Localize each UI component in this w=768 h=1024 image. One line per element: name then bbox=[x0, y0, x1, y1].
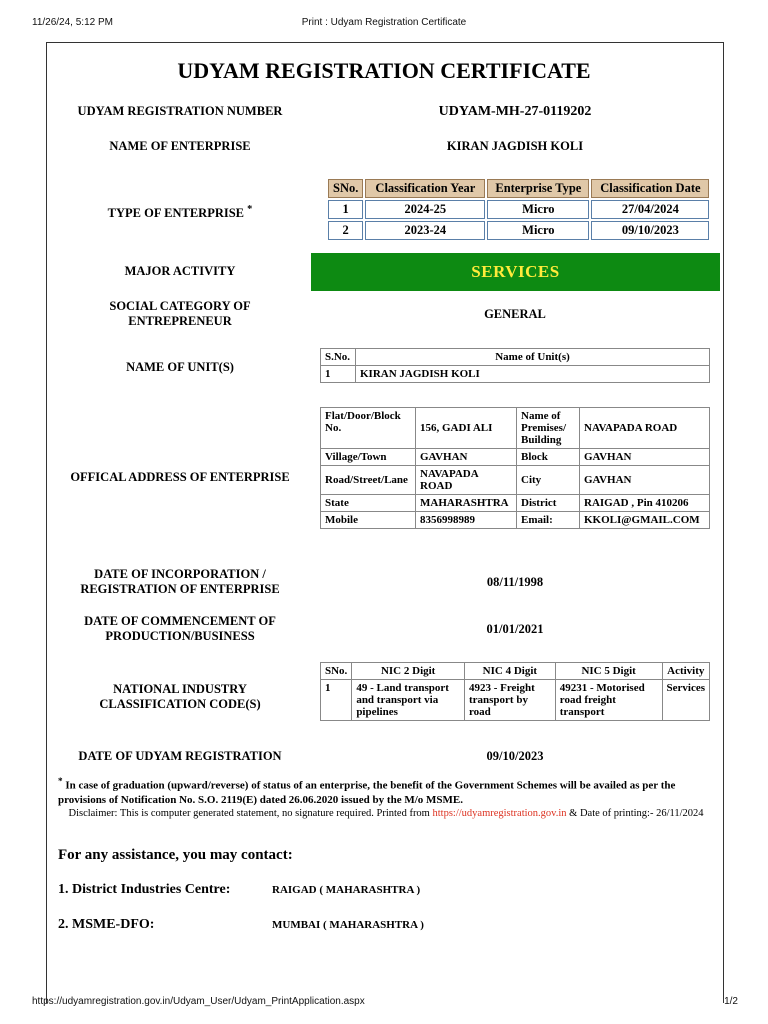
table-row: 1 KIRAN JAGDISH KOLI bbox=[321, 366, 710, 383]
nic-label: NATIONAL INDUSTRY CLASSIFICATION CODE(S) bbox=[99, 682, 261, 711]
dic-label: 1. District Industries Centre: bbox=[58, 882, 231, 897]
enterprise-name-label: NAME OF ENTERPRISE bbox=[109, 139, 251, 153]
col-enterprise-type: Enterprise Type bbox=[487, 179, 589, 198]
table-row: 1 49 - Land transport and transport via pipelines 4923 - Freight transport by road 49231 - Motorised road freight transport Services bbox=[321, 680, 710, 721]
graduation-footnote: * In case of graduation (upward/reverse) of status of an enterprise, the benefit of the Government Schemes will be availed as per the provisions of Notification No. S.O. 2119(E) dated 26.06.2020 issued by the M/o MSME. bbox=[58, 776, 676, 806]
dfo-value: MUMBAI ( MAHARASHTRA ) bbox=[272, 919, 424, 931]
udyam-date-value: 09/10/2023 bbox=[486, 749, 544, 763]
reg-number-value: UDYAM-MH-27-0119202 bbox=[438, 104, 592, 119]
enterprise-type-label: TYPE OF ENTERPRISE * bbox=[107, 204, 253, 221]
social-category-label: SOCIAL CATEGORY OF ENTREPRENEUR bbox=[109, 299, 251, 328]
table-row: Road/Street/Lane NAVAPADA ROAD City GAVHAN bbox=[321, 466, 710, 495]
dfo-label: 2. MSME-DFO: bbox=[58, 917, 155, 932]
commencement-label: DATE OF COMMENCEMENT OF PRODUCTION/BUSINESS bbox=[84, 614, 276, 643]
col-classification-year: Classification Year bbox=[365, 179, 485, 198]
col-classification-date: Classification Date bbox=[591, 179, 709, 198]
col-sno: SNo. bbox=[328, 179, 363, 198]
disclaimer: Disclaimer: This is computer generated statement, no signature required. Printed from https://udyamregistration.gov.in & Date of printing:- 26/11/2024 bbox=[68, 808, 704, 819]
table-row: Village/Town GAVHAN Block GAVHAN bbox=[321, 449, 710, 466]
udyam-date-label: DATE OF UDYAM REGISTRATION bbox=[78, 749, 282, 763]
table-row: 1 2024-25 Micro 27/04/2024 bbox=[328, 200, 709, 219]
units-table: S.No. Name of Unit(s) 1 KIRAN JAGDISH KOLI bbox=[320, 348, 710, 383]
print-page-title: Print : Udyam Registration Certificate bbox=[301, 17, 467, 28]
print-datetime: 11/26/24, 5:12 PM bbox=[32, 17, 113, 28]
print-page-number: 1/2 bbox=[724, 996, 738, 1007]
major-activity-label: MAJOR ACTIVITY bbox=[124, 264, 236, 278]
major-activity-banner: SERVICES bbox=[311, 253, 720, 291]
incorporation-value: 08/11/1998 bbox=[486, 575, 544, 589]
dic-value: RAIGAD ( MAHARASHTRA ) bbox=[272, 884, 421, 896]
certificate-title: UDYAM REGISTRATION CERTIFICATE bbox=[177, 58, 591, 83]
reg-number-label: UDYAM REGISTRATION NUMBER bbox=[77, 104, 283, 118]
table-row: 2 2023-24 Micro 09/10/2023 bbox=[328, 221, 709, 240]
table-row: Flat/Door/Block No. 156, GADI ALI Name of Premises/ Building NAVAPADA ROAD bbox=[321, 408, 710, 449]
units-label: NAME OF UNIT(S) bbox=[126, 360, 234, 374]
commencement-value: 01/01/2021 bbox=[486, 622, 544, 636]
incorporation-label: DATE OF INCORPORATION / REGISTRATION OF ENTERPRISE bbox=[80, 567, 280, 596]
address-table bbox=[320, 407, 710, 529]
table-row: Mobile 8356998989 Email: KKOLI@GMAIL.COM bbox=[321, 512, 710, 529]
print-url: https://udyamregistration.gov.in/Udyam_User/Udyam_PrintApplication.aspx bbox=[32, 996, 365, 1007]
table-row: State MAHARASHTRA District RAIGAD , Pin 410206 bbox=[321, 495, 710, 512]
enterprise-name-value: KIRAN JAGDISH KOLI bbox=[446, 139, 584, 153]
address-label: OFFICAL ADDRESS OF ENTERPRISE bbox=[70, 470, 290, 484]
social-category-value: GENERAL bbox=[484, 307, 546, 321]
udyam-portal-link[interactable]: https://udyamregistration.gov.in bbox=[432, 808, 567, 819]
classification-table bbox=[326, 177, 711, 242]
contact-heading: For any assistance, you may contact: bbox=[58, 847, 293, 863]
nic-table: SNo. NIC 2 Digit NIC 4 Digit NIC 5 Digit Activity 1 49 - Land transport and transport via pipelines 4923 - Freight transport by road 49231 - Motorised road freight transport Services bbox=[320, 662, 710, 721]
